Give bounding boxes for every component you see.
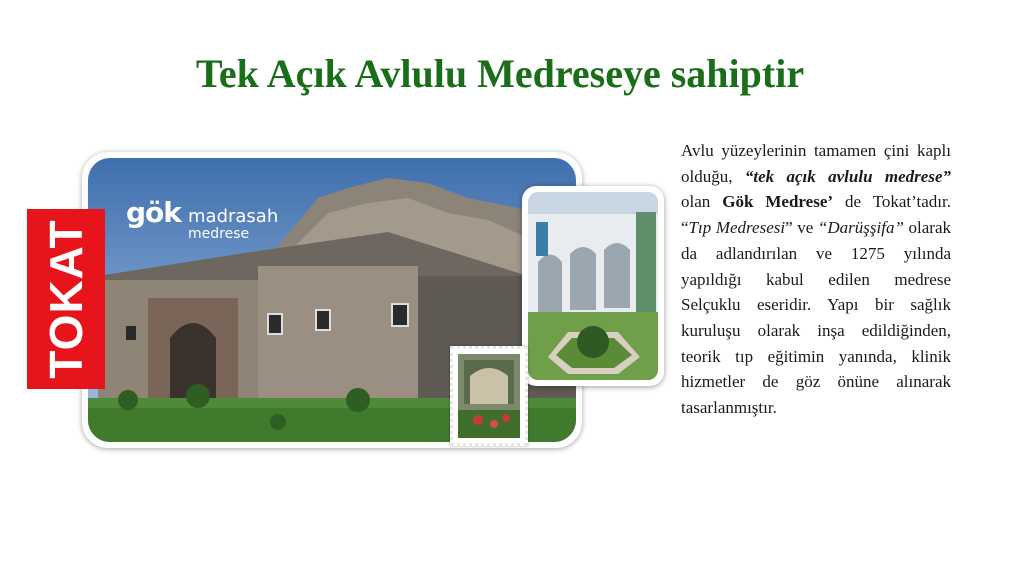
para-italic-2: “Darüşşifa” [817, 218, 904, 238]
logo-madrasah-text: madrasah [188, 206, 279, 227]
courtyard-photo [522, 186, 664, 386]
gok-madrasah-logo [126, 196, 279, 242]
logo-gok-text: gök [126, 196, 181, 229]
tokat-label: TOKAT [40, 219, 92, 379]
para-text-1: Avlu yüzeylerinin tamamen çini kaplı olduğu, [681, 141, 951, 186]
para-strong-1: Gök Medrese’ [722, 192, 834, 212]
tokat-banner [27, 209, 105, 389]
postage-stamp-image [450, 346, 528, 446]
para-italic-1: Tıp Medresesi [688, 218, 786, 238]
para-text-5: olarak da adlandırılan ve 1275 yılında yapıldığı kabul edilen medrese Selçuklu eseridir. Yapı bir sağlık kuruluşu olarak inşa edildiğinden, teorik tıp eğitimin yanında, klinik hizmetler de göz önüne alınarak tasarlanmıştır. [681, 218, 951, 418]
para-emphasis-1: “tek açık avlulu medrese” [744, 166, 952, 186]
courtyard-image [528, 192, 658, 380]
description-paragraph [681, 138, 951, 421]
para-text-4: ” ve [785, 218, 818, 238]
page-title: Tek Açık Avlulu Medreseye sahiptir [195, 51, 805, 96]
logo-medrese-text: medrese [188, 226, 250, 242]
para-text-3: de Tokat’tadır. “ [681, 192, 951, 238]
para-text-2: olan [681, 192, 723, 212]
